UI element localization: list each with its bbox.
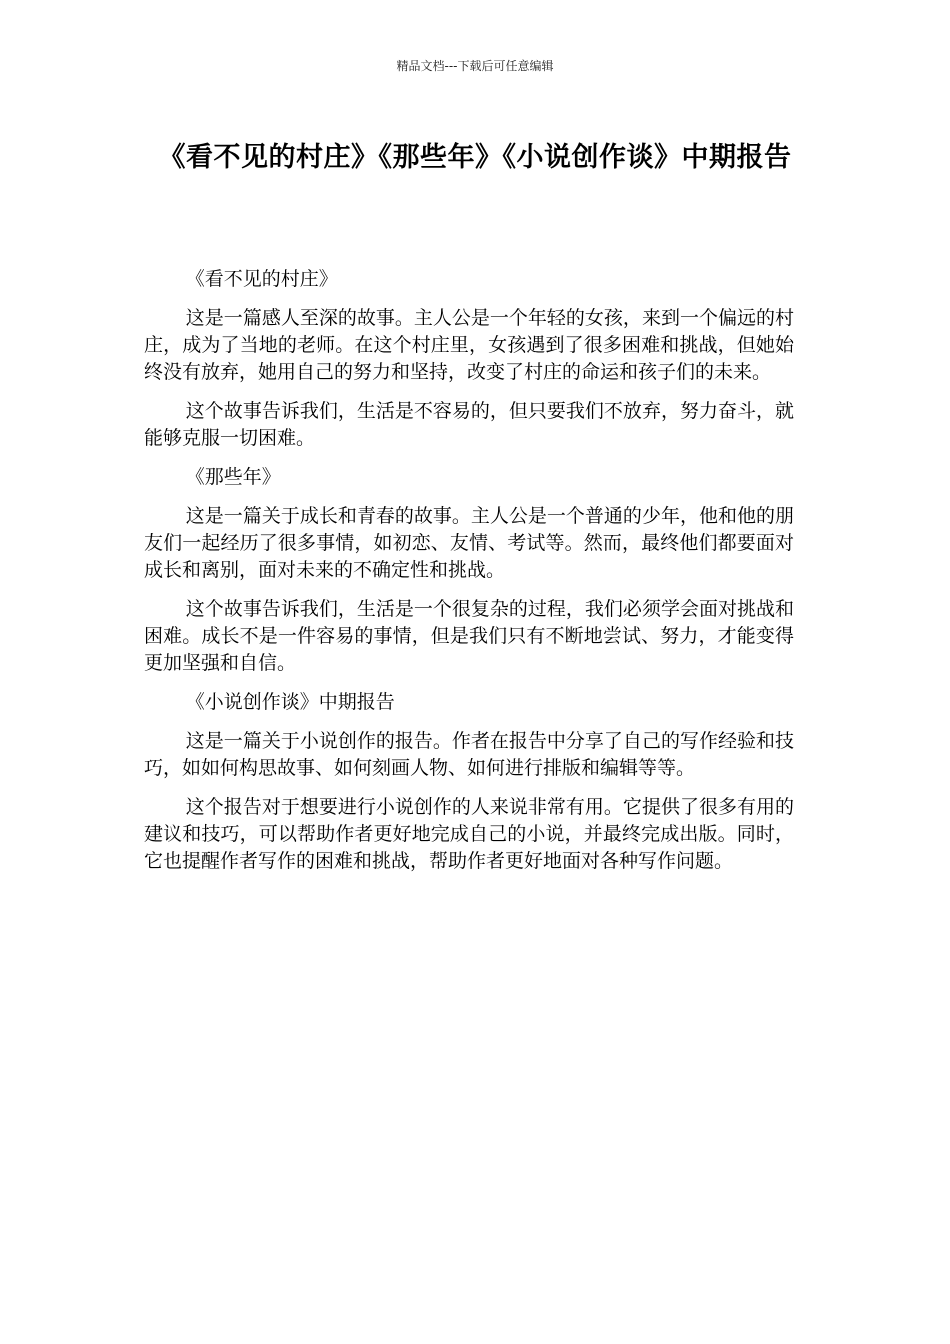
section-heading: 《那些年》 (185, 466, 281, 488)
section-novel-writing (144, 689, 794, 875)
paragraph: 这是一篇关于小说创作的报告。作者在报告中分享了自己的写作经验和技巧，如如何构思故事、如何刻画人物、如何进行排版和编辑等等。 (144, 730, 794, 779)
section-village (144, 266, 794, 452)
header-note: 精品文档---下载后可任意编辑 (396, 59, 554, 73)
paragraph: 这个故事告诉我们，生活是一个很复杂的过程，我们必须学会面对挑战和困难。成长不是一件容易的事情，但是我们只有不断地尝试、努力，才能变得更加坚强和自信。 (144, 598, 794, 674)
paragraph: 这个报告对于想要进行小说创作的人来说非常有用。它提供了很多有用的建议和技巧，可以帮助作者更好地完成自己的小说，并最终完成出版。同时，它也提醒作者写作的困难和挑战，帮助作者更好地面对各种写作问题。 (144, 796, 794, 872)
section-heading: 《小说创作谈》中期报告 (185, 691, 395, 713)
document-body (144, 266, 794, 887)
document-title: 《看不见的村庄》《那些年》《小说创作谈》中期报告 (158, 142, 792, 173)
paragraph: 这是一篇感人至深的故事。主人公是一个年轻的女孩，来到一个偏远的村庄，成为了当地的老师。在这个村庄里，女孩遇到了很多困难和挑战，但她始终没有放弃，她用自己的努力和坚持，改变了村庄的命运和孩子们的未来。 (144, 307, 794, 383)
paragraph: 这个故事告诉我们，生活是不容易的，但只要我们不放弃，努力奋斗，就能够克服一切困难。 (144, 400, 794, 449)
section-heading: 《看不见的村庄》 (185, 268, 338, 290)
paragraph: 这是一篇关于成长和青春的故事。主人公是一个普通的少年，他和他的朋友们一起经历了很多事情，如初恋、友情、考试等。然而，最终他们都要面对成长和离别，面对未来的不确定性和挑战。 (144, 505, 794, 581)
section-those-years (144, 464, 794, 677)
